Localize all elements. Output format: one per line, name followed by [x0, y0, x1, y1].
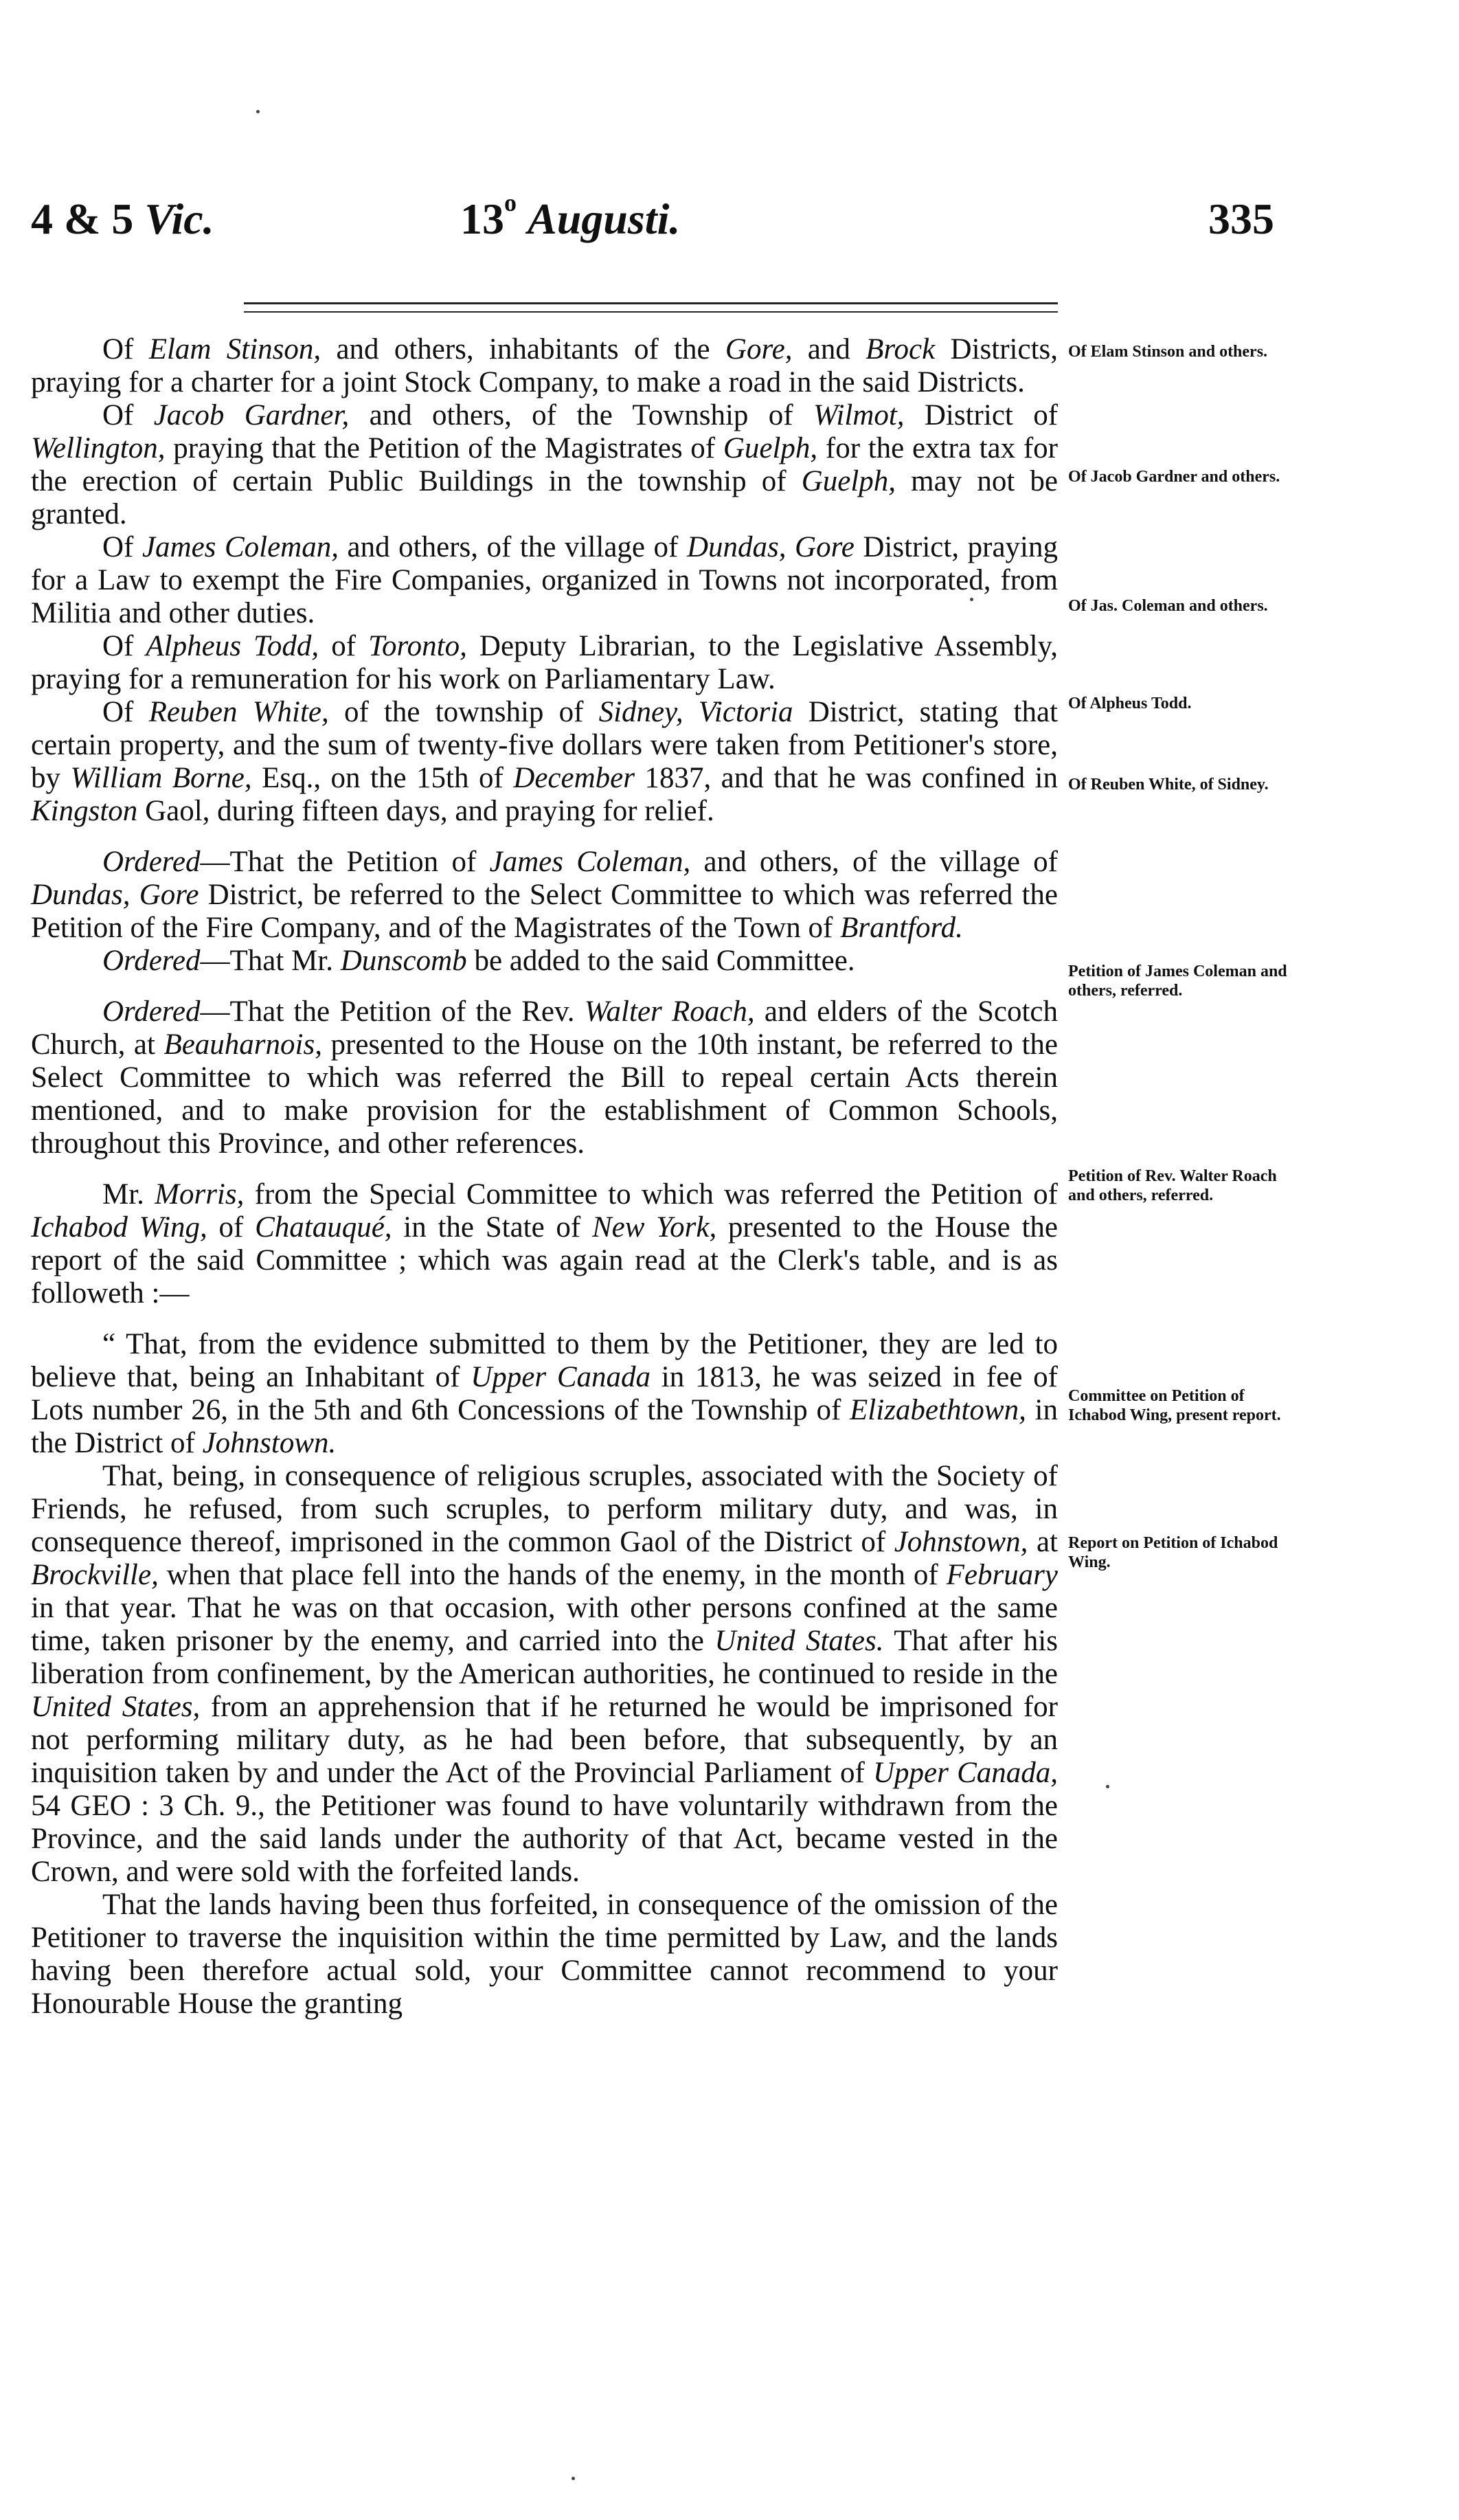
text-run: —That Mr. — [200, 945, 341, 977]
text-run: in that year. That he was on that occasion, with other persons confined at the same time, taken prisoner by the enemy, and carried into the — [31, 1592, 1058, 1657]
text-run: Districts, praying for a charter for a joint Stock Company, to make a road in the said Districts. — [31, 333, 1058, 398]
text-run: That, being, in consequence of religious scruples, associated with the Society of Friends, he refused, from such scruples, to perform military duty, and was, in consequence thereof, imprisoned in the common Gaol of the District of — [31, 1460, 1058, 1558]
text-run: Of — [102, 531, 142, 563]
text-run: praying that the Petition of the Magistrates of — [165, 432, 723, 464]
text-run: may not be granted. — [31, 465, 1058, 530]
text-run: District, praying for a Law to exempt the Fire Companies, organized in Towns not incorporated, from Militia and other duties. — [31, 531, 1058, 629]
paragraph — [31, 1328, 1058, 1460]
italic-run: Wilmot, — [813, 399, 905, 431]
italic-run: Elam Stinson, — [148, 333, 321, 365]
margin-note: Petition of James Coleman and others, referred. — [1068, 963, 1287, 1000]
italic-run: February — [946, 1559, 1058, 1591]
italic-run: Brockville, — [31, 1559, 159, 1591]
text-run: That after his liberation from confinement, by the American authorities, he continued to reside in the — [31, 1625, 1058, 1690]
paragraph — [31, 333, 1058, 399]
italic-run: December — [513, 762, 635, 794]
italic-run: Dundas, Gore — [686, 531, 855, 563]
text-run: and — [792, 333, 866, 365]
margin-note: Petition of Rev. Walter Roach and others, referred. — [1068, 1167, 1277, 1204]
italic-run: Toronto, — [368, 630, 467, 662]
italic-run: Gore, — [725, 333, 793, 365]
margin-note: Of Alpheus Todd. — [1068, 695, 1192, 712]
text-run: for the extra tax for the erection of certain Public Buildings in the township of — [31, 432, 1058, 497]
text-run: Of — [102, 696, 149, 728]
margin-note: Of Jas. Coleman and others. — [1068, 597, 1268, 615]
text-run: of — [319, 630, 369, 662]
italic-run: New York, — [591, 1211, 717, 1244]
italic-run: United States. — [714, 1625, 884, 1657]
italic-run: Brantford. — [840, 912, 963, 944]
italic-run: James Coleman, — [142, 531, 339, 563]
text-run: Of — [102, 333, 149, 365]
text-run: of — [207, 1211, 256, 1244]
italic-run: Upper Canada — [471, 1361, 651, 1393]
session-date: 13$^o$ Augusti. — [460, 189, 681, 243]
text-run: and others, of the village of — [338, 531, 687, 563]
italic-run: Dunscomb — [340, 945, 467, 977]
italic-run: James Coleman, — [489, 846, 691, 878]
paragraph — [31, 846, 1058, 945]
italic-run: Johnstown. — [202, 1427, 337, 1459]
text-run: Of — [102, 630, 146, 662]
print-speck — [572, 2477, 575, 2480]
margin-note: Of Jacob Gardner and others. — [1068, 468, 1280, 486]
text-run: presented to the House on the 10th instant, be referred to the Select Committee to which was referred the Bill to repeal certain Acts therein mentioned, and to make provision for the establishment of Common Schools, throughout this Province, and other references. — [31, 1028, 1058, 1160]
text-run: 54 GEO : 3 Ch. 9., the Petitioner was found to have voluntarily withdrawn from the Province, and the said lands under the authority of that Act, became vested in the Crown, and were sold with the forfeited lands. — [31, 1790, 1058, 1888]
text-run: presented to the House the report of the said Committee ; which was again read at the Clerk's table, and is as followeth :— — [31, 1211, 1058, 1309]
header-rule-top — [244, 302, 1058, 304]
italic-run: Elizabethtown, — [850, 1394, 1026, 1426]
italic-run: Ordered — [102, 945, 201, 977]
text-run: when that place fell into the hands of the enemy, in the month of — [158, 1559, 947, 1591]
paragraph — [31, 1460, 1058, 1889]
text-run: Mr. — [102, 1178, 155, 1211]
text-run: and others, of the Township of — [349, 399, 813, 431]
italic-run: Upper Canada, — [872, 1757, 1058, 1789]
text-run: from the Special Committee to which was referred the Petition of — [244, 1178, 1058, 1211]
text-run: and others, of the village of — [690, 846, 1058, 878]
italic-run: Ichabod Wing, — [31, 1211, 207, 1244]
italic-run: Morris, — [155, 1178, 245, 1211]
italic-run: Brock — [866, 333, 936, 365]
regnal-year: 4 & 5 Vic. — [31, 194, 214, 243]
paragraph — [31, 399, 1058, 531]
paragraph — [31, 630, 1058, 696]
italic-run: United States, — [31, 1691, 201, 1723]
italic-run: William Borne, — [70, 762, 252, 794]
paragraph — [31, 1889, 1058, 2021]
print-speck — [970, 598, 973, 601]
margin-note: Of Elam Stinson and others. — [1068, 343, 1268, 361]
text-run: Gaol, during fifteen days, and praying for relief. — [137, 795, 714, 827]
text-run: Deputy Librarian, to the Legislative Assembly, praying for a remuneration for his work on Parliamentary Law. — [31, 630, 1058, 695]
italic-run: Guelph, — [801, 465, 896, 497]
italic-run: Beauharnois, — [163, 1028, 322, 1061]
paragraph — [31, 696, 1058, 828]
italic-run: Jacob Gardner, — [153, 399, 350, 431]
italic-run: Reuben White, — [148, 696, 329, 728]
italic-run: Chatauqué, — [255, 1211, 392, 1244]
italic-run: Wellington, — [31, 432, 166, 464]
text-run: “ That, from the evidence submitted to them by the Petitioner, they are led to believe that, being an Inhabitant of — [31, 1328, 1058, 1393]
text-run: in the District of — [31, 1394, 1058, 1459]
text-run: That the lands having been thus forfeited, in consequence of the omission of the Petitioner to traverse the inquisition within the time permitted by Law, and the lands having been therefore actual sold, your Committee cannot recommend to your Honourable House the granting — [31, 1889, 1058, 2020]
paragraph — [31, 531, 1058, 630]
margin-note: Committee on Petition of Ichabod Wing, present report. — [1068, 1387, 1281, 1424]
text-run: in the State of — [392, 1211, 592, 1244]
text-run: —That the Petition of the Rev. — [200, 995, 585, 1028]
page-number: 335 — [1208, 194, 1274, 243]
text-run: Of — [102, 399, 154, 431]
print-speck — [1106, 1785, 1109, 1788]
paragraph — [31, 945, 1058, 978]
print-speck — [256, 110, 260, 113]
text-run: District, stating that certain property, and the sum of twenty-five dollars were taken from Petitioner's store, by — [31, 696, 1059, 794]
italic-run: Ordered — [102, 846, 201, 878]
text-run: at — [1028, 1526, 1058, 1558]
text-run: in 1813, he was seized in fee of Lots number 26, in the 5th and 6th Concessions of the Township of — [31, 1361, 1058, 1426]
italic-run: Johnstown, — [894, 1526, 1028, 1558]
text-run: District of — [904, 399, 1059, 431]
text-run: and elders of the Scotch Church, at — [31, 995, 1058, 1061]
page-header — [31, 189, 1274, 249]
text-run: from an apprehension that if he returned he would be imprisoned for not performing military duty, as he had been before, that subsequently, by an inquisition taken by and under the Act of the Provincial Parliament of — [31, 1691, 1058, 1789]
italic-run: Kingston — [31, 795, 138, 827]
header-rule-bottom — [244, 311, 1058, 313]
text-run: —That the Petition of — [200, 846, 490, 878]
text-run: of the township of — [328, 696, 599, 728]
paragraph — [31, 995, 1058, 1160]
text-run: and others, inhabitants of the — [321, 333, 725, 365]
journal-text — [31, 333, 1058, 2021]
italic-run: Sidney, Victoria — [598, 696, 793, 728]
italic-run: Guelph, — [723, 432, 818, 464]
text-run: be added to the said Committee. — [466, 945, 855, 977]
text-run: District, be referred to the Select Committee to which was referred the Petition of the Fire Company, and of the Magistrates of the Town of — [31, 879, 1058, 944]
italic-run: Ordered — [102, 995, 201, 1028]
italic-run: Walter Roach, — [584, 995, 755, 1028]
italic-run: Alpheus Todd, — [146, 630, 319, 662]
text-run: Esq., on the 15th of — [251, 762, 514, 794]
margin-note: Of Reuben White, of Sidney. — [1068, 776, 1269, 794]
text-run: 1837, and that he was confined in — [634, 762, 1058, 794]
paragraph — [31, 1178, 1058, 1310]
italic-run: Dundas, Gore — [31, 879, 199, 911]
margin-note: Report on Petition of Ichabod Wing. — [1068, 1534, 1278, 1571]
